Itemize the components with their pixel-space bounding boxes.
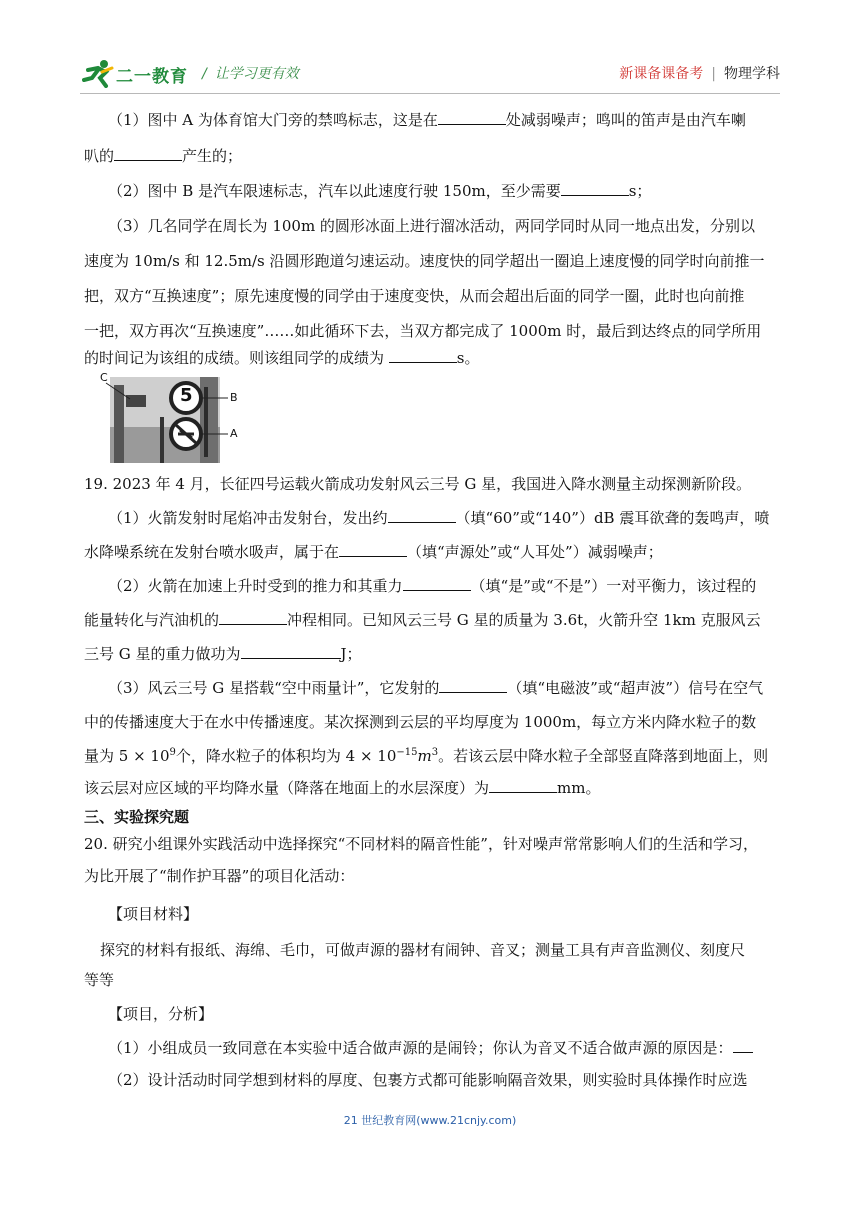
text: s。 xyxy=(456,349,480,367)
text: （填“60”或“140”）dB 震耳欲聋的轰鸣声，喷 xyxy=(455,509,770,527)
answer-blank[interactable] xyxy=(438,110,506,125)
slogan xyxy=(202,63,299,83)
text: （1）图中 A 为体育馆大门旁的禁鸣标志，这是在 xyxy=(108,111,438,129)
q18-part3-line1: （3）几名同学在周长为 100m 的圆形冰面上进行溜冰活动，两同学同时从同一地点出发，分别以 xyxy=(108,217,755,235)
slogan-slash: / xyxy=(202,66,207,82)
unit-m: m xyxy=(417,747,432,765)
q18-part2 xyxy=(108,181,808,201)
q19-part3-line1 xyxy=(108,678,808,698)
q20-part1 xyxy=(108,1038,808,1058)
header-divider xyxy=(80,93,780,94)
answer-blank[interactable] xyxy=(439,678,507,693)
sign-number: 5 xyxy=(180,385,193,406)
q19-part2-line2 xyxy=(84,610,784,630)
q19-part2-line3 xyxy=(84,644,784,664)
text: 个，降水粒子的体积均为 4 × 10 xyxy=(175,747,397,765)
q19-part3-line4 xyxy=(84,778,784,798)
q19-part1-line2 xyxy=(84,542,784,562)
text: 能量转化与汽油机的 xyxy=(84,611,220,629)
text: 该云层对应区域的平均降水量（降落在地面上的水层深度）为 xyxy=(84,779,490,797)
subject-label: 物理学科 xyxy=(724,66,780,82)
answer-blank[interactable] xyxy=(241,644,341,659)
header-right xyxy=(619,63,780,83)
answer-blank[interactable] xyxy=(403,576,471,591)
answer-blank[interactable] xyxy=(561,181,629,196)
q18-part1-line2 xyxy=(84,146,784,166)
course-label: 新课备课备考 xyxy=(619,66,704,82)
q20-intro-line1: 20. 研究小组课外实践活动中选择探究“不同材料的隔音性能”，针对噪声常常影响人们的生活和学习， xyxy=(84,835,758,853)
brand-logo xyxy=(80,58,190,88)
q20-materials-line2: 等等 xyxy=(84,971,115,989)
answer-blank[interactable] xyxy=(489,778,557,793)
text: mm。 xyxy=(557,779,601,797)
figure-label-b: B xyxy=(230,391,238,404)
q20-part2: （2）设计活动时同学想到材料的厚度、包裹方式都可能影响隔音效果，则实验时具体操作时应选 xyxy=(108,1071,748,1089)
sign-photo-illustration xyxy=(100,377,250,467)
text: 处减弱噪声；鸣叫的笛声是由汽车喇 xyxy=(505,111,746,129)
page-header xyxy=(80,58,780,92)
header-separator: | xyxy=(711,66,716,82)
text: （填“是”或“不是”）一对平衡力，该过程的 xyxy=(470,577,757,595)
text: s； xyxy=(628,182,652,200)
text: 三号 G 星的重力做功为 xyxy=(84,645,241,663)
text: （3）风云三号 G 星搭载“空中雨量计”，它发射的 xyxy=(108,679,440,697)
text: 的时间记为该组的成绩。则该组同学的成绩为 xyxy=(84,349,385,367)
section-heading: 三、实验探究题 xyxy=(84,808,190,826)
answer-blank[interactable] xyxy=(388,508,456,523)
q19-part3-line2: 中的传播速度大于在水中传播速度。某次探测到云层的平均厚度为 1000m，每立方米内降水粒子的数 xyxy=(84,713,757,731)
runner-icon xyxy=(80,58,116,88)
math-text: 量为 5 × 10 xyxy=(84,747,170,765)
answer-blank[interactable] xyxy=(114,146,182,161)
text: 。若该云层中降水粒子全部竖直降落到地面上，则 xyxy=(438,747,769,765)
figure-label-a: A xyxy=(230,427,238,440)
q20-intro-line2: 为比开展了“制作护耳器”的项目化活动： xyxy=(84,867,355,885)
logo-text: 二一教育 xyxy=(116,67,188,87)
page-footer: 21 世纪教育网(www.21cnjy.com) xyxy=(343,1114,517,1127)
answer-blank[interactable] xyxy=(389,348,457,363)
q18-part3-line3: 把，双方“互换速度”；原先速度慢的同学由于速度变快，从而会超出后面的同学一圈，此时也向前推 xyxy=(84,287,745,305)
answer-blank[interactable] xyxy=(219,610,287,625)
q18-part1-line1 xyxy=(108,110,808,130)
text: 叭的 xyxy=(84,147,115,165)
text: J； xyxy=(340,645,362,663)
q18-part3-line4: 一把，双方再次“互换速度”……如此循环下去，当双方都完成了 1000m 时，最后到达终点的同学所用 xyxy=(84,322,762,340)
exponent: 9 xyxy=(169,747,176,758)
answer-blank[interactable] xyxy=(733,1038,753,1053)
figure-label-c: C xyxy=(100,371,108,384)
text: 水降噪系统在发射台喷水吸声，属于在 xyxy=(84,543,340,561)
text: （填“电磁波”或“超声波”）信号在空气 xyxy=(507,679,764,697)
slogan-text: 让学习更有效 xyxy=(214,66,299,82)
traffic-sign-photo xyxy=(100,371,238,463)
text: 产生的； xyxy=(182,147,243,165)
q18-part3-line2: 速度为 10m/s 和 12.5m/s 沿圆形跑道匀速运动。速度快的同学超出一圈追上速度慢的同学时向前推一 xyxy=(84,252,765,270)
text: （填“声源处”或“人耳处”）减弱噪声； xyxy=(407,543,663,561)
q20-analysis-title: 【项目，分析】 xyxy=(108,1005,214,1023)
q20-materials-title: 【项目材料】 xyxy=(108,905,199,923)
answer-blank[interactable] xyxy=(339,542,407,557)
q20-materials-line1: 探究的材料有报纸、海绵、毛巾，可做声源的器材有闹钟、音叉；测量工具有声音监测仪、刻度尺 xyxy=(100,941,746,959)
text: （1）小组成员一致同意在本实验中适合做声源的是闹铃；你认为音叉不适合做声源的原因是： xyxy=(108,1039,733,1057)
q19-part2-line1 xyxy=(108,576,808,596)
text: 冲程相同。已知风云三号 G 星的质量为 3.6t，火箭升空 1km 克服风云 xyxy=(287,611,761,629)
q19-part3-line3 xyxy=(84,746,784,766)
text: （2）火箭在加速上升时受到的推力和其重力 xyxy=(108,577,403,595)
q19-part1-line1 xyxy=(108,508,808,528)
q18-part3-line5 xyxy=(84,348,784,368)
q19-intro: 19. 2023 年 4 月，长征四号运载火箭成功发射风云三号 G 星，我国进入降水测量主动探测新阶段。 xyxy=(84,475,752,493)
exponent: −15 xyxy=(396,747,418,758)
text: （2）图中 B 是汽车限速标志，汽车以此速度行驶 150m，至少需要 xyxy=(108,182,561,200)
text: （1）火箭发射时尾焰冲击发射台，发出约 xyxy=(108,509,388,527)
exponent: 3 xyxy=(431,747,439,758)
